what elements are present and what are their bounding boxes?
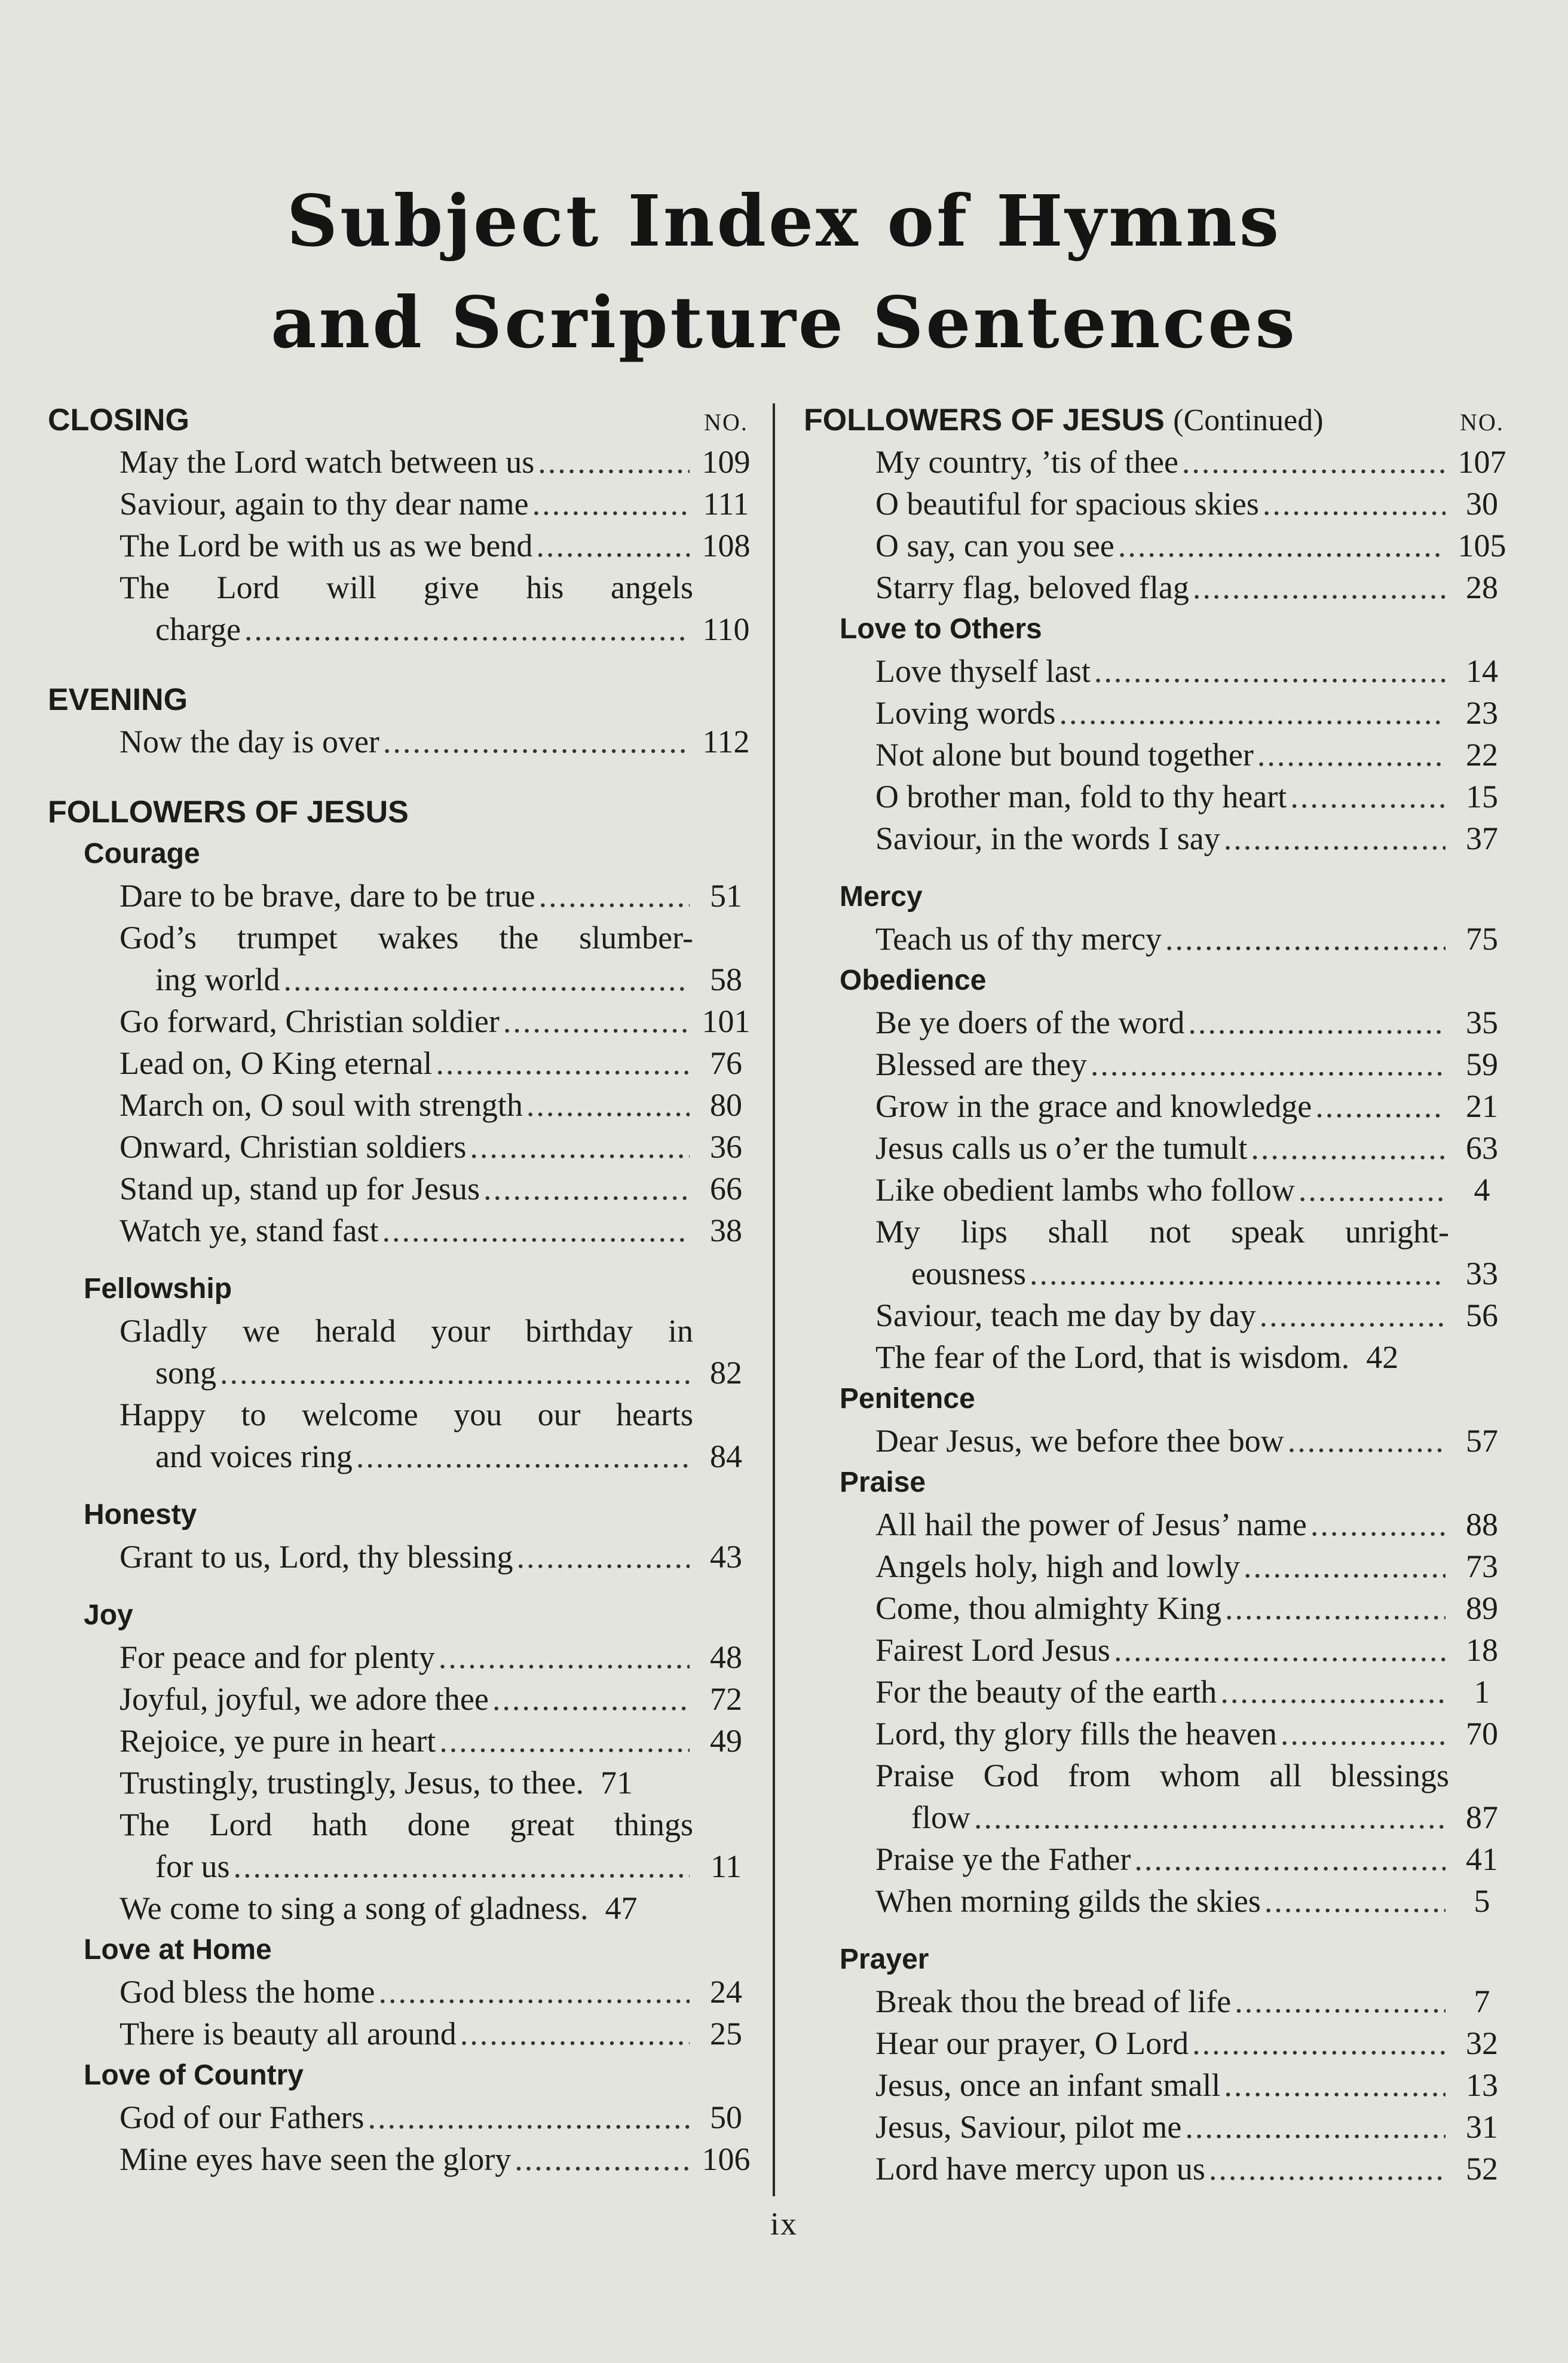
index-entry: ing world ..... 58 [48, 959, 759, 1000]
index-entry: Saviour, in the words I say ..... 37 [804, 818, 1515, 859]
index-entry: Hear our prayer, O Lord ..... 32 [804, 2022, 1515, 2064]
index-entry: Jesus calls us o’er the tumult ..... 63 [804, 1127, 1515, 1169]
index-entry: Watch ye, stand fast ..... 38 [48, 1210, 759, 1251]
index-entry: Lead on, O King eternal ..... 76 [48, 1042, 759, 1084]
subheading-mercy: Mercy [840, 881, 923, 913]
index-entry: Teach us of thy mercy ..... 75 [804, 918, 1515, 960]
index-entry: O say, can you see ..... 105 [804, 525, 1515, 567]
index-entry-wrap-line: The Lord will give his angels [120, 570, 693, 605]
index-entry: March on, O soul with strength ..... 80 [48, 1084, 759, 1126]
index-entry-wrap-line: God’s trumpet wakes the slumber- [120, 920, 693, 956]
subheading-joy: Joy [84, 1599, 133, 1631]
page-number: ix [770, 2206, 798, 2242]
index-entry: The fear of the Lord, that is wisdom. 42 [875, 1339, 1399, 1375]
index-entry: Break thou the bread of life ..... 7 [804, 1981, 1515, 2022]
index-entry: The Lord be with us as we bend ..... 108 [48, 525, 759, 567]
index-entry: charge ..... 110 [48, 608, 759, 650]
index-entry: O brother man, fold to thy heart ..... 15 [804, 776, 1515, 818]
index-entry: Saviour, again to thy dear name ..... 111 [48, 483, 759, 525]
subheading-obedience: Obedience [840, 965, 987, 996]
subheading-honesty: Honesty [84, 1499, 197, 1531]
index-entry: Stand up, stand up for Jesus ..... 66 [48, 1168, 759, 1210]
section-heading-closing: CLOSING NO. [48, 399, 759, 441]
left-column [48, 399, 759, 2180]
index-entry: for us ..... 11 [48, 1845, 759, 1887]
index-entry-wrap-line: My lips shall not speak unright- [875, 1214, 1449, 1250]
index-entry: God bless the home ..... 24 [48, 1971, 759, 2013]
index-entry: Be ye doers of the word ..... 35 [804, 1002, 1515, 1043]
section-heading-followers-continued: FOLLOWERS OF JESUS (Continued) NO. [804, 399, 1515, 441]
index-entry: God of our Fathers ..... 50 [48, 2096, 759, 2138]
subheading-fellowship: Fellowship [84, 1273, 232, 1305]
index-entry-wrap-line: Happy to welcome you our hearts [120, 1397, 693, 1433]
index-entry: Trustingly, trustingly, Jesus, to thee. 71 [120, 1765, 633, 1801]
index-entry: Lord, thy glory fills the heaven ..... 70 [804, 1713, 1515, 1755]
column-divider [773, 403, 775, 2196]
index-entry: Come, thou almighty King ..... 89 [804, 1587, 1515, 1629]
index-entry: Like obedient lambs who follow ..... 4 [804, 1169, 1515, 1211]
index-entry: My country, ’tis of thee ..... 107 [804, 441, 1515, 483]
index-entry: For peace and for plenty ..... 48 [48, 1636, 759, 1678]
subheading-praise: Praise [840, 1467, 926, 1498]
subheading-prayer: Prayer [840, 1943, 929, 1975]
index-entry: All hail the power of Jesus’ name ..... 88 [804, 1504, 1515, 1545]
index-entry: Grow in the grace and knowledge ..... 21 [804, 1085, 1515, 1127]
index-entry-wrap-line: Gladly we herald your birthday in [120, 1313, 693, 1349]
index-entry: Onward, Christian soldiers ..... 36 [48, 1126, 759, 1168]
index-entry: May the Lord watch between us ..... 109 [48, 441, 759, 483]
index-entry: Dear Jesus, we before thee bow ..... 57 [804, 1420, 1515, 1462]
index-entry: Starry flag, beloved flag ..... 28 [804, 567, 1515, 608]
index-entry: Go forward, Christian soldier ..... 101 [48, 1000, 759, 1042]
number-column-label: NO. [1460, 409, 1504, 436]
index-entry: Jesus, Saviour, pilot me ..... 31 [804, 2106, 1515, 2148]
index-entry: Not alone but bound together ..... 22 [804, 734, 1515, 776]
section-heading-evening: EVENING [48, 682, 188, 717]
subheading-love-of-country: Love of Country [84, 2059, 304, 2091]
index-entry: Loving words ..... 23 [804, 692, 1515, 734]
index-entry: Dare to be brave, dare to be true ..... 51 [48, 875, 759, 917]
right-column [804, 399, 1515, 2190]
index-entry: Now the day is over ..... 112 [48, 721, 759, 763]
index-entry: O beautiful for spacious skies ..... 30 [804, 483, 1515, 525]
index-entry: We come to sing a song of gladness. 47 [120, 1890, 638, 1926]
index-entry: flow ..... 87 [804, 1796, 1515, 1838]
subheading-penitence: Penitence [840, 1383, 975, 1415]
index-entry: Mine eyes have seen the glory ..... 106 [48, 2138, 759, 2180]
index-entry: Grant to us, Lord, thy blessing ..... 43 [48, 1536, 759, 1578]
index-entry: Angels holy, high and lowly ..... 73 [804, 1545, 1515, 1587]
index-entry: eousness ..... 33 [804, 1253, 1515, 1294]
index-entry-wrap-line: The Lord hath done great things [120, 1807, 693, 1842]
index-entry: Jesus, once an infant small ..... 13 [804, 2064, 1515, 2106]
index-entry: Joyful, joyful, we adore thee ..... 72 [48, 1678, 759, 1720]
index-entry: Praise ye the Father ..... 41 [804, 1838, 1515, 1880]
index-entry: Fairest Lord Jesus ..... 18 [804, 1629, 1515, 1671]
section-heading-followers: FOLLOWERS OF JESUS [48, 795, 409, 830]
index-entry: and voices ring ..... 84 [48, 1435, 759, 1477]
number-column-label: NO. [704, 409, 748, 436]
page-title-line2: and Scripture Sentences [271, 281, 1297, 364]
index-entry: song ..... 82 [48, 1352, 759, 1394]
index-entry: Rejoice, ye pure in heart ..... 49 [48, 1720, 759, 1762]
page-title-line1: Subject Index of Hymns [286, 179, 1282, 262]
index-entry: Saviour, teach me day by day ..... 56 [804, 1294, 1515, 1336]
subheading-courage: Courage [84, 838, 200, 870]
index-entry: Lord have mercy upon us ..... 52 [804, 2148, 1515, 2190]
subheading-love-at-home: Love at Home [84, 1934, 272, 1966]
index-entry-wrap-line: Praise God from whom all blessings [875, 1758, 1449, 1793]
index-entry: For the beauty of the earth ..... 1 [804, 1671, 1515, 1713]
index-entry: When morning gilds the skies ..... 5 [804, 1880, 1515, 1922]
subheading-love-to-others: Love to Others [840, 613, 1042, 645]
index-entry: Blessed are they ..... 59 [804, 1043, 1515, 1085]
index-entry: Love thyself last ..... 14 [804, 650, 1515, 692]
index-entry: There is beauty all around ..... 25 [48, 2013, 759, 2055]
